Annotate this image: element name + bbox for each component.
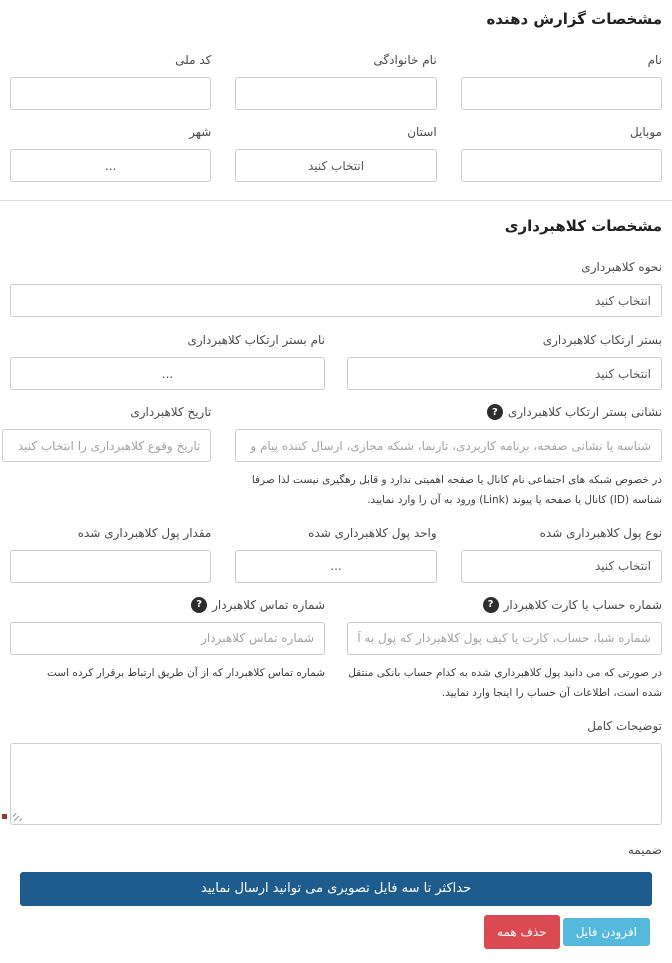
fraud-date-input[interactable] [2, 429, 211, 462]
field-money-type [461, 525, 662, 583]
help-icon[interactable]: ? [191, 597, 207, 613]
fraud-money-row [10, 525, 662, 583]
fraud-method-label: نحوه کلاهبرداری [581, 260, 662, 274]
file-buttons-row [22, 915, 650, 949]
platform-address-label [235, 404, 662, 420]
platform-address-label-text: نشانی بستر ارتکاب کلاهبرداری [507, 405, 662, 419]
fraud-contact-row [10, 597, 662, 704]
delete-all-button[interactable]: حذف همه [484, 915, 560, 949]
city-select[interactable]: ... [10, 149, 211, 182]
field-platform-address [235, 404, 662, 511]
field-money-unit [235, 525, 436, 583]
field-platform-name [10, 332, 325, 390]
fraudster-account-input[interactable] [347, 622, 662, 655]
field-province [235, 124, 436, 182]
money-unit-label: واحد پول کلاهبرداری شده [308, 525, 437, 540]
fraud-address-row [10, 404, 662, 511]
platform-name-label: نام بستر ارتکاب کلاهبرداری [187, 333, 325, 347]
national-code-input[interactable] [10, 77, 211, 110]
field-fraud-method [10, 259, 662, 317]
mobile-label: موبایل [629, 125, 662, 139]
money-type-label: نوع پول کلاهبرداری شده [539, 525, 662, 540]
field-first-name [461, 52, 662, 110]
field-mobile [461, 124, 662, 182]
description-label: توضیحات کامل [587, 718, 662, 733]
field-fraud-date [10, 404, 211, 511]
last-name-label: نام خانوادگی [373, 53, 437, 67]
red-marker [2, 814, 7, 819]
add-file-button[interactable]: افزودن فایل [563, 918, 650, 946]
description-textarea-wrap [10, 743, 662, 825]
fraudster-phone-help: شماره تماس کلاهبردار که از آن طریق ارتباط برقرار کرده است [46, 666, 325, 679]
field-last-name [235, 52, 436, 110]
field-fraudster-account [347, 597, 662, 704]
fraud-platform-row [10, 332, 662, 390]
reporter-row-1 [10, 52, 662, 110]
fraud-method-select[interactable]: انتخاب کنید [10, 284, 662, 317]
fraud-section-title: مشخصات کلاهبرداری [504, 217, 662, 235]
section-divider [0, 200, 672, 201]
first-name-input[interactable] [461, 77, 662, 110]
money-type-select[interactable]: انتخاب کنید [461, 550, 662, 583]
field-description [10, 718, 662, 825]
money-amount-label: مقدار پول کلاهبرداری شده [77, 525, 212, 540]
platform-address-help: در خصوص شبکه های اجتماعی نام کانال یا صفحه اهمیتی ندارد و قابل رهگیری نیست لذا صرفا شناسه (ID) کانال یا صفحه یا پیوند (Link) ورود به آن را وارد نمایید. [251, 474, 662, 507]
fraudster-phone-input[interactable] [10, 622, 325, 655]
national-code-label: کد ملی [175, 53, 212, 67]
last-name-input[interactable] [235, 77, 436, 110]
platform-select[interactable]: انتخاب کنید [347, 357, 662, 390]
first-name-label: نام [647, 53, 662, 67]
fraudster-phone-label [10, 597, 325, 613]
reporter-row-2 [10, 124, 662, 182]
fraud-date-label: تاریخ کلاهبرداری [130, 405, 212, 419]
field-fraudster-phone [10, 597, 325, 704]
attachment-label: ضمیمه [627, 842, 662, 857]
fraudster-account-help: در صورتی که می دانید پول کلاهبرداری شده به کدام حساب بانکی منتقل شده است، اطلاعات آن حساب را اینجا وارد نمایید. [348, 666, 662, 700]
platform-label: بستر ارتکاب کلاهبرداری [542, 333, 662, 347]
reporter-section-title: مشخصات گزارش دهنده [486, 10, 662, 28]
platform-address-input[interactable] [235, 429, 662, 462]
mobile-input[interactable] [461, 149, 662, 182]
upload-files-button[interactable]: حداکثر تا سه فایل تصویری می توانید ارسال نمایید [20, 872, 652, 906]
field-platform [347, 332, 662, 390]
help-icon[interactable]: ? [483, 597, 499, 613]
help-icon[interactable]: ? [487, 404, 503, 420]
fraudster-account-label [347, 597, 662, 613]
description-textarea[interactable] [10, 743, 662, 825]
platform-name-select[interactable]: ... [10, 357, 325, 390]
fraudster-phone-label-text: شماره تماس کلاهبردار [212, 597, 325, 612]
money-unit-select[interactable]: ... [235, 550, 436, 583]
province-label: استان [407, 125, 437, 139]
fraudster-account-label-text: شماره حساب یا کارت کلاهبردار [503, 597, 662, 612]
city-label: شهر [189, 125, 212, 139]
field-city [10, 124, 211, 182]
field-money-amount [10, 525, 211, 583]
money-amount-input[interactable] [10, 550, 211, 583]
province-select[interactable]: انتخاب کنید [235, 149, 436, 182]
field-national-code [10, 52, 211, 110]
